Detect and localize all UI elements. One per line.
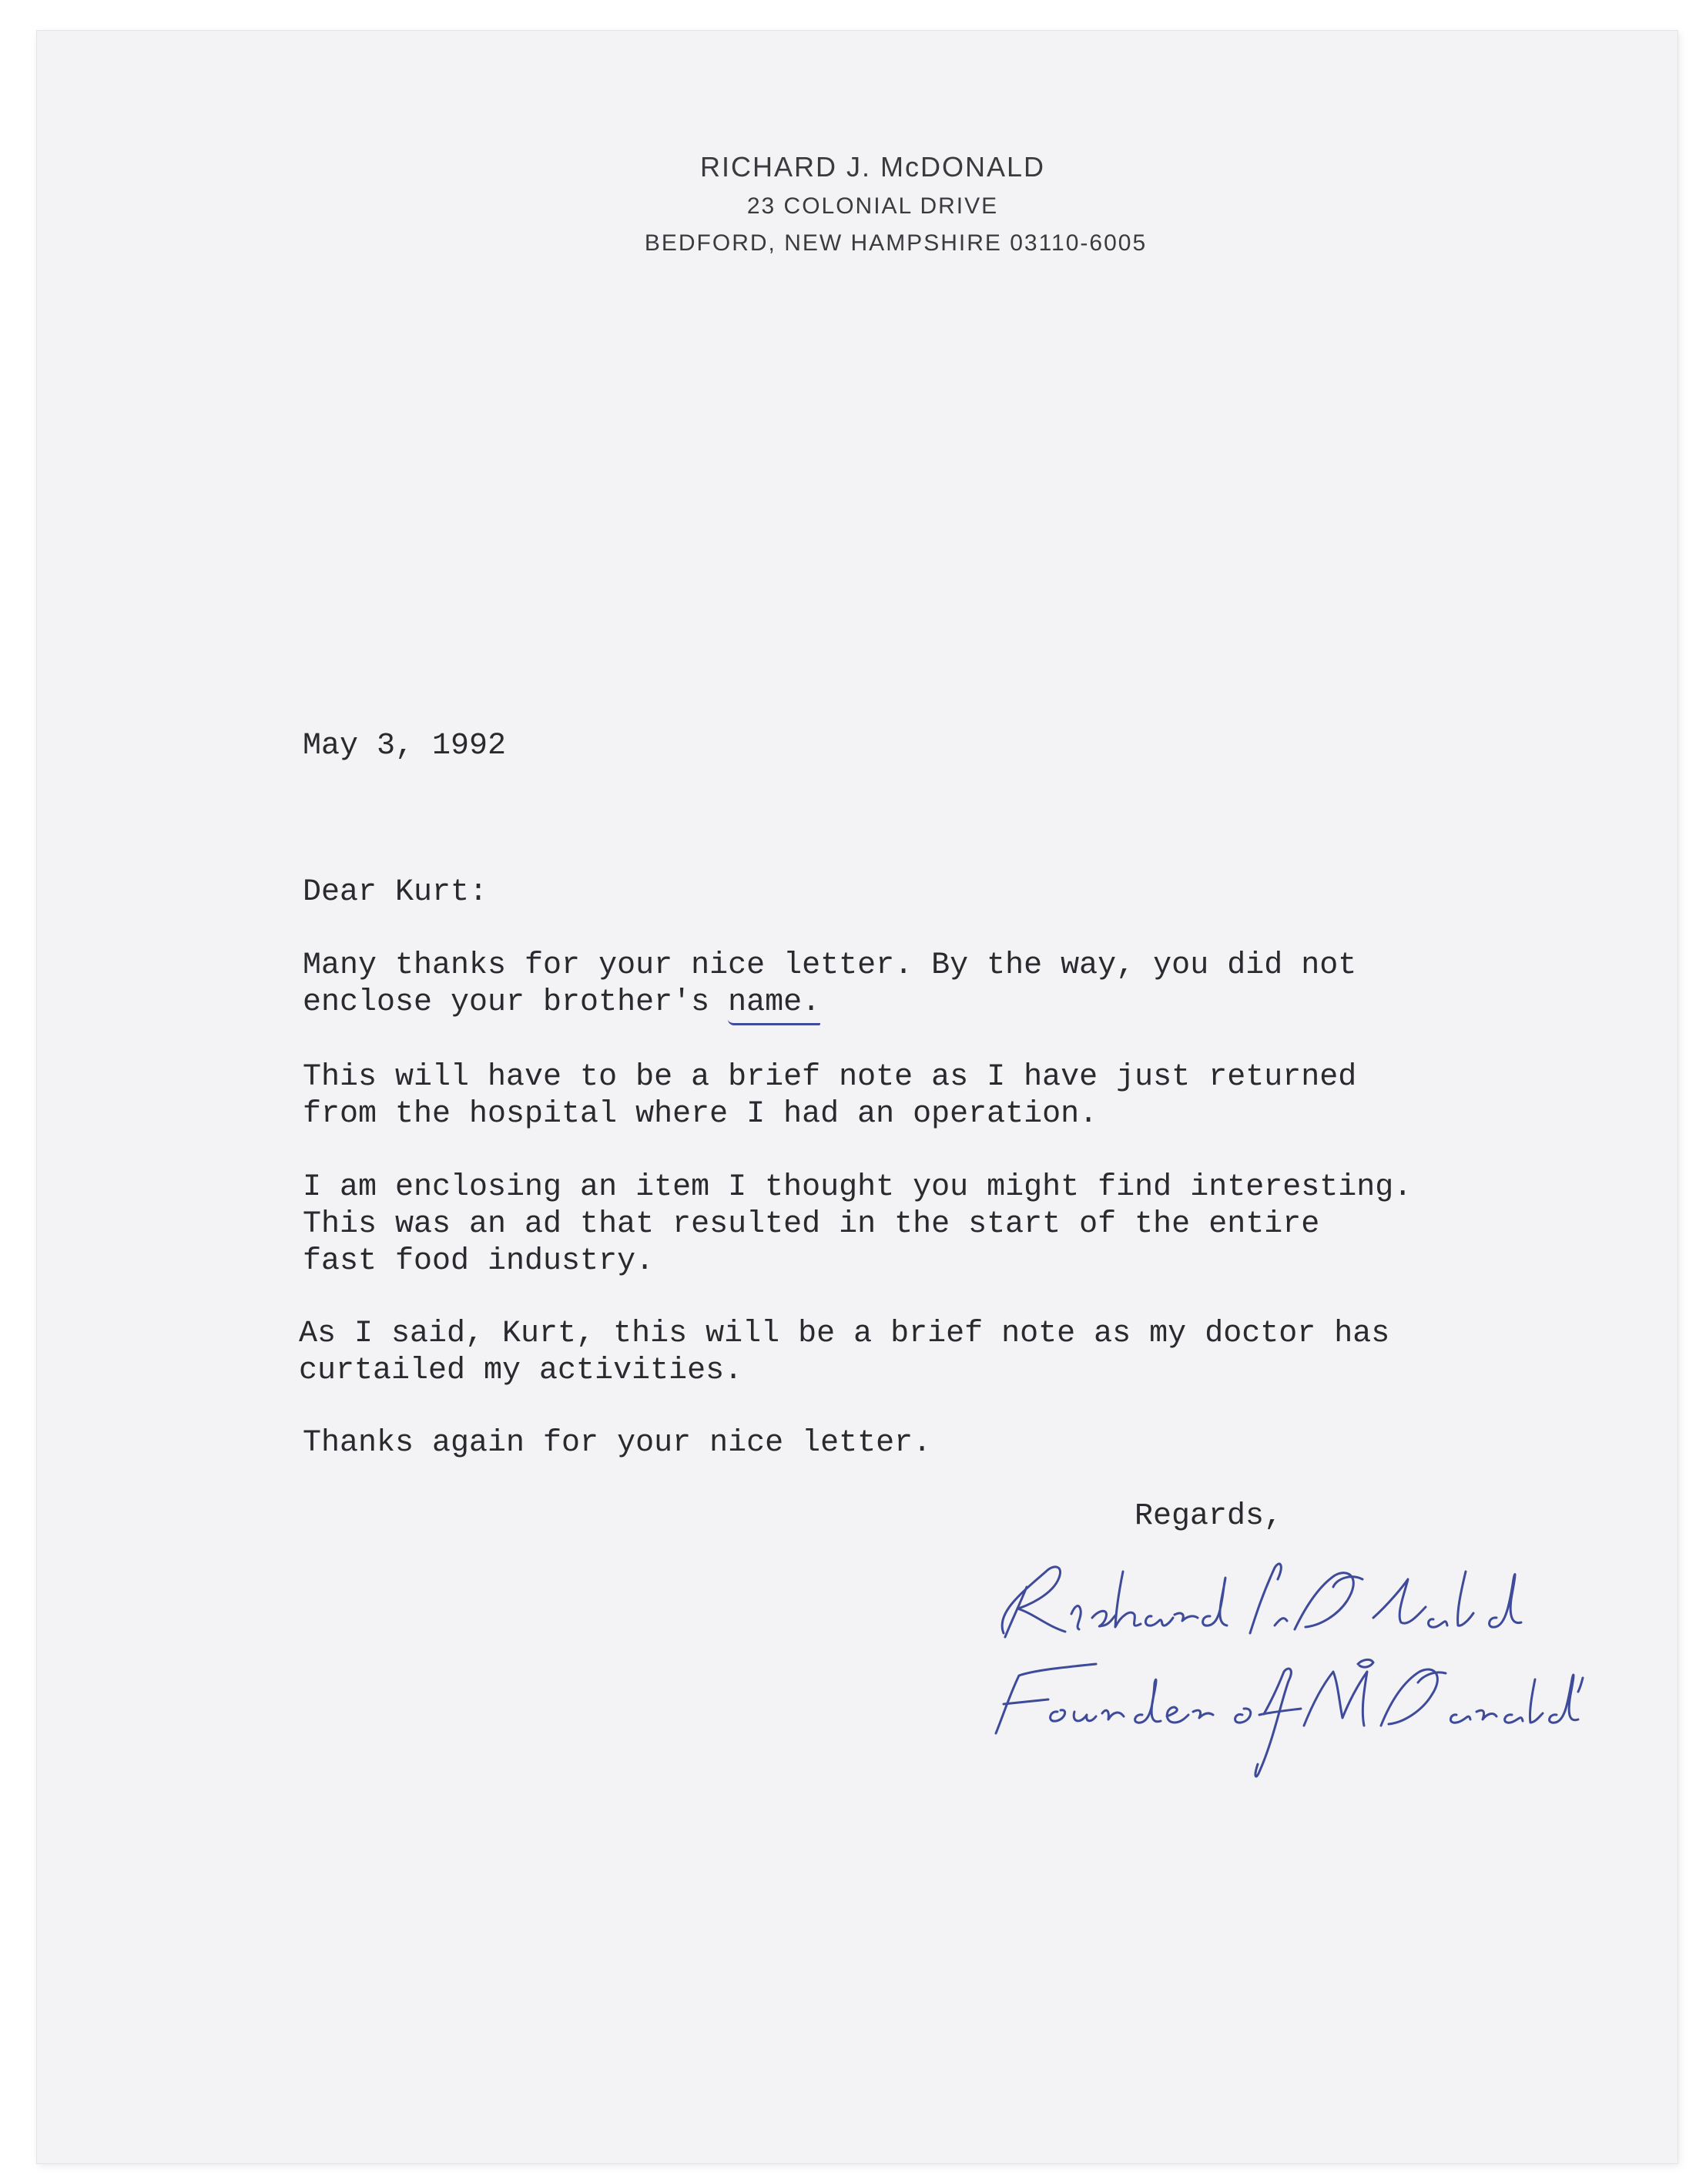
paragraph-4 <box>299 1316 1389 1390</box>
letterhead-name: RICHARD J. McDONALD <box>699 151 1046 183</box>
paragraph-1-line-1: Many thanks for your nice letter. By the way, you did not <box>303 948 1357 983</box>
paragraph-3-line-2: This was an ad that resulted in the start of the entire <box>303 1207 1320 1242</box>
signature-drawing <box>973 1541 1589 1795</box>
letter-closing: Regards, <box>1135 1499 1283 1534</box>
paragraph-2 <box>303 1059 1356 1133</box>
paragraph-4-line-2: curtailed my activities. <box>299 1354 743 1388</box>
paragraph-5-line-1: Thanks again for your nice letter. <box>303 1426 932 1461</box>
letter-sheet <box>37 31 1678 2163</box>
letter-salutation: Dear Kurt: <box>303 875 488 910</box>
paragraph-4-line-1: As I said, Kurt, this will be a brief note as my doctor has <box>299 1317 1390 1351</box>
letterhead-city: BEDFORD, NEW HAMPSHIRE 03110-6005 <box>644 230 1148 256</box>
handwritten-signature <box>973 1541 1589 1795</box>
paragraph-3-line-3: fast food industry. <box>303 1244 655 1279</box>
paragraph-1 <box>303 948 1356 1025</box>
paragraph-3-line-1: I am enclosing an item I thought you might find interesting. <box>303 1170 1413 1205</box>
letter-date: May 3, 1992 <box>303 729 507 763</box>
paragraph-5 <box>303 1425 931 1462</box>
letterhead <box>37 146 1678 262</box>
paragraph-3 <box>303 1169 1412 1280</box>
underlined-word: name. <box>728 985 820 1025</box>
paragraph-1-line-2: enclose your brother's <box>303 985 729 1020</box>
paragraph-2-line-1: This will have to be a brief note as I have just returned <box>303 1060 1357 1095</box>
paragraph-2-line-2: from the hospital where I had an operation. <box>303 1097 1098 1132</box>
letterhead-street: 23 COLONIAL DRIVE <box>746 193 999 219</box>
